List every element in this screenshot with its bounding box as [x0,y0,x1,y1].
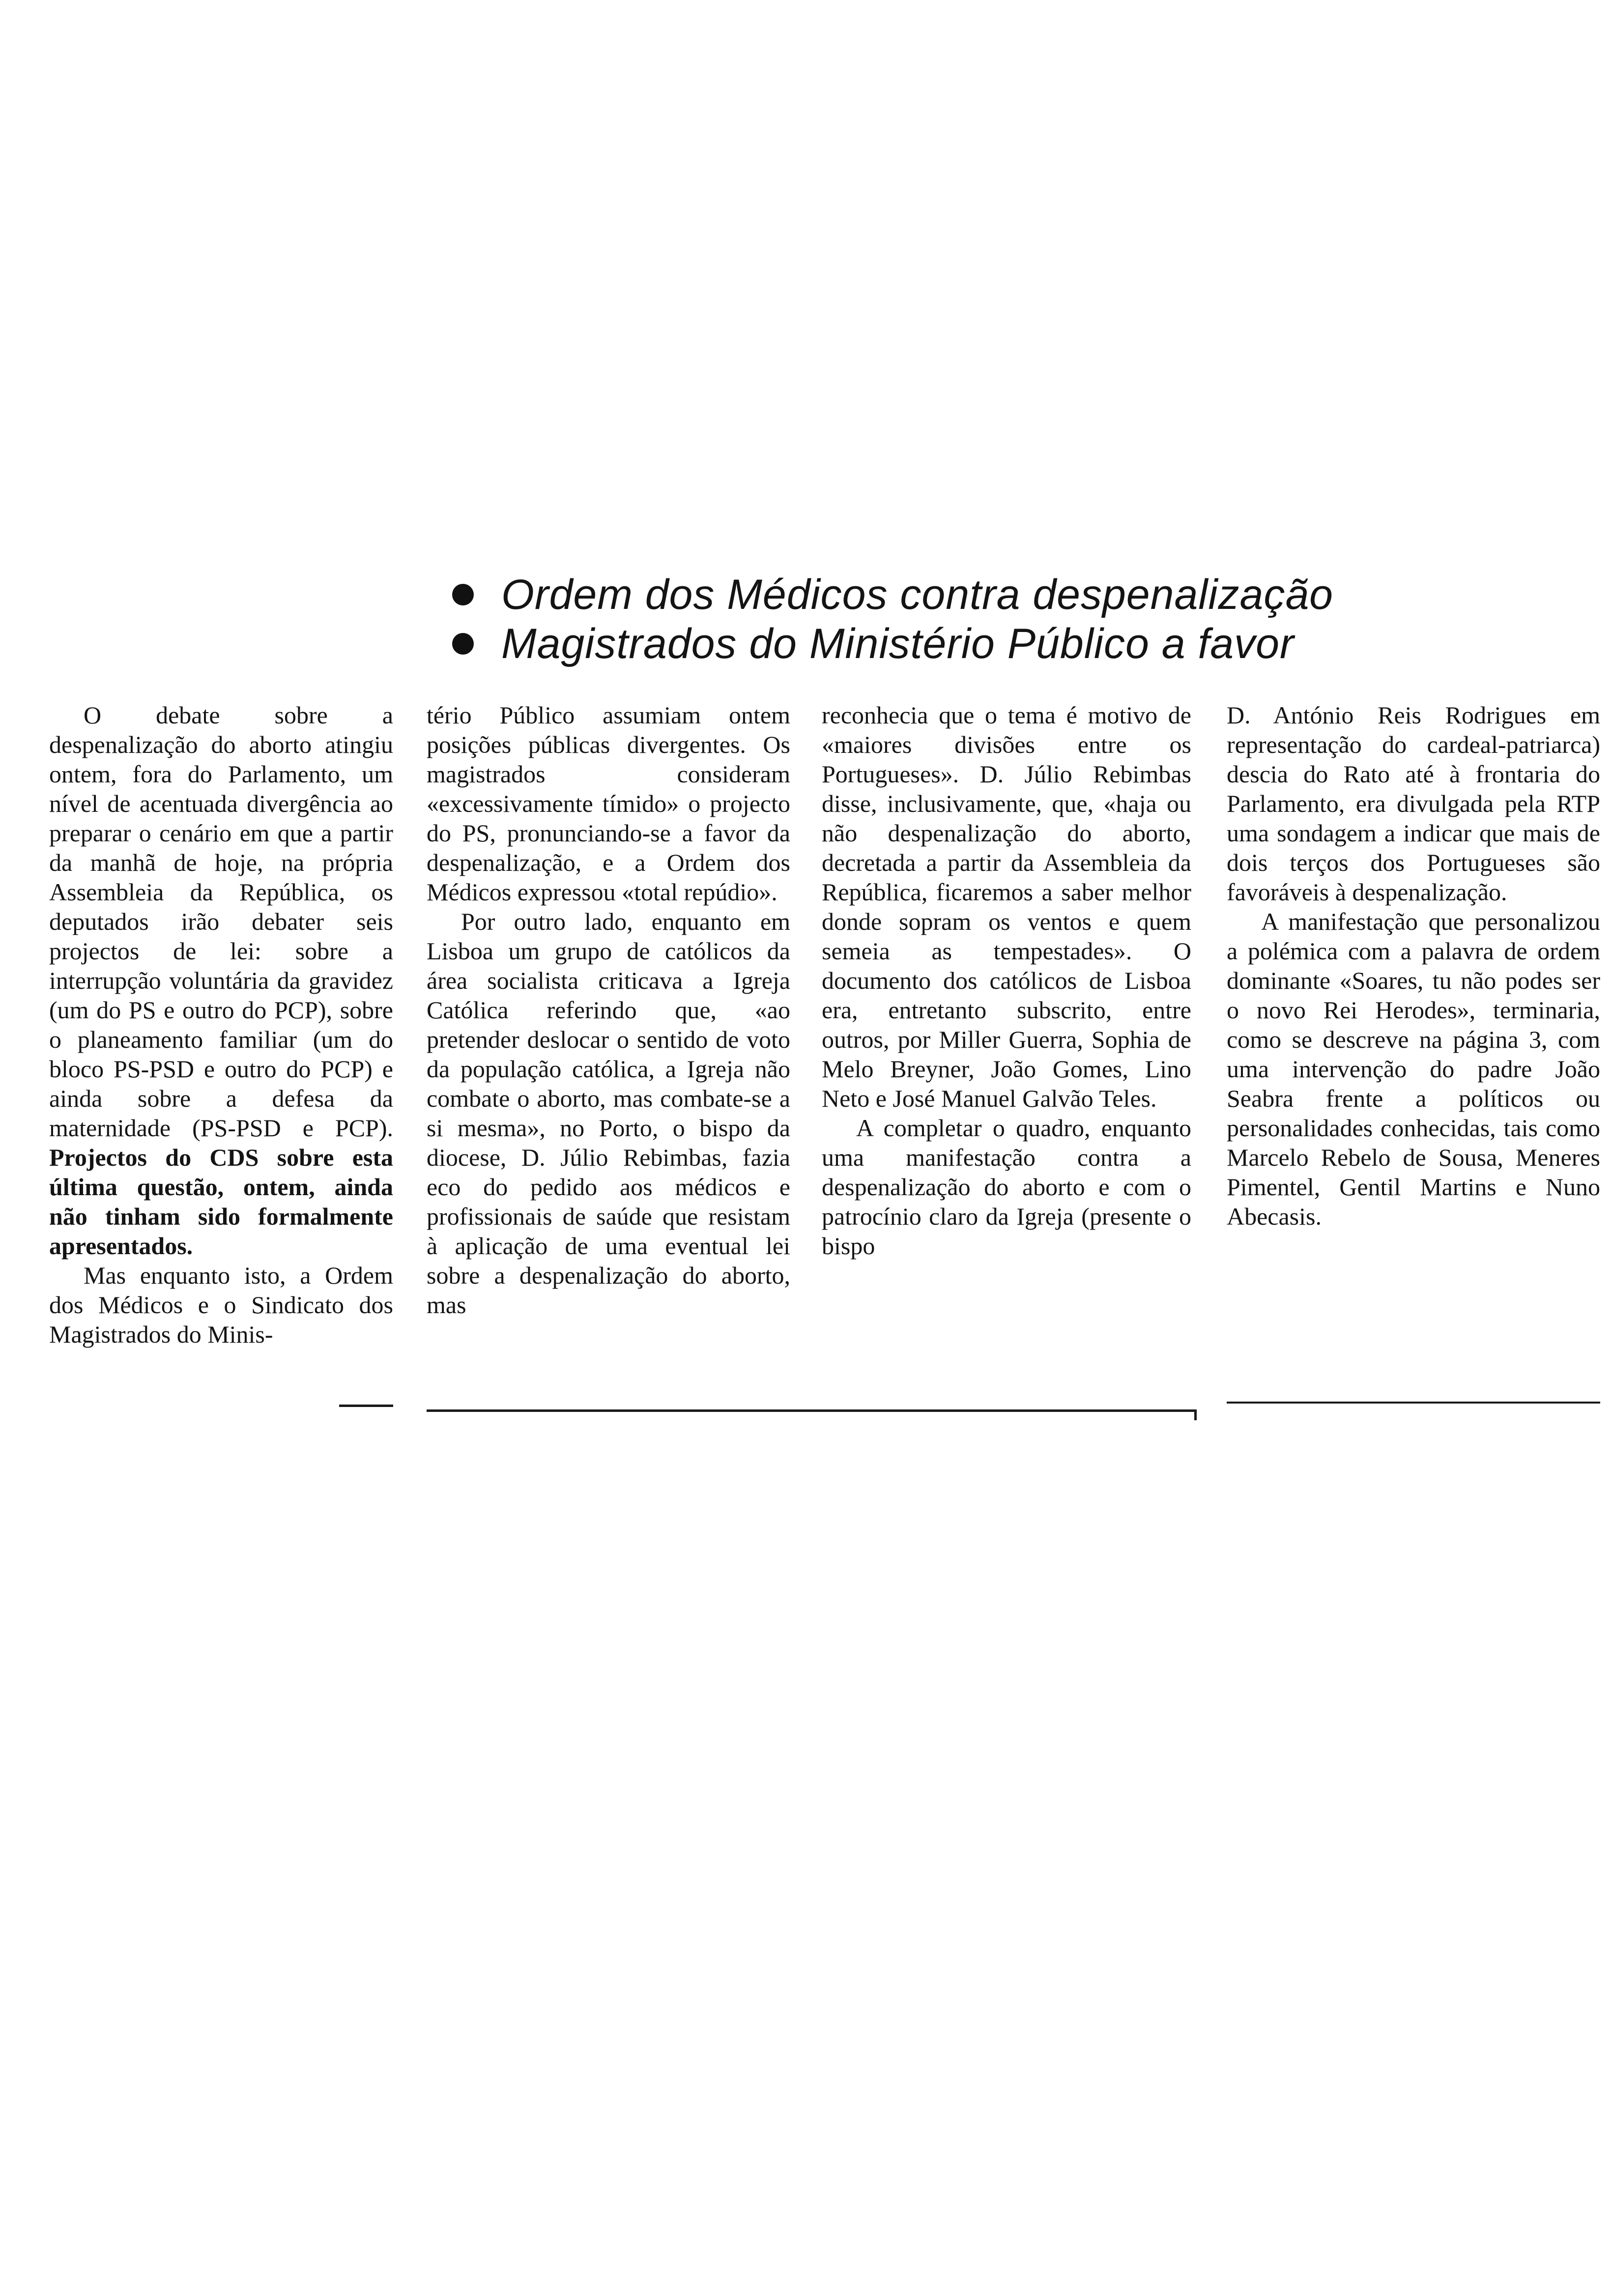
article-column-3 [822,700,1191,1261]
column-divider-rule [339,1405,393,1407]
paragraph-text: reconhecia que o tema é motivo de «maiores divisões entre os Portugueses». D. Júlio Rebimbas disse, inclusivamente, que, «haja ou não despenalização do aborto, decretada a partir da Assembleia da República, ficaremos a saber melhor donde sopram os ventos e quem semeia as tempestades». O documento dos católicos de Lisboa era, entretanto subscrito, entre outros, por Miller Guerra, Sophia de Melo Breyner, João Gomes, Lino Neto e José Manuel Galvão Teles. [822,701,1191,1112]
bullet-icon [452,584,474,605]
paragraph-text: O debate sobre a despenalização do aborto atingiu ontem, fora do Parlamento, um nível de acentuada divergência ao preparar o cenário em que a partir da manhã de hoje, na própria Assembleia da República, os deputados irão debater seis projectos de lei: sobre a interrupção voluntária da gravidez (um do PS e outro do PCP), sobre o planeamento familiar (um do bloco PS-PSD e outro do PCP) e ainda sobre a defesa da maternidade (PS-PSD e PCP). [49,701,393,1142]
article-paragraph [1227,907,1600,1231]
headline-text-1: Ordem dos Médicos contra despenalização [501,571,1333,618]
paragraph-text: Por outro lado, enquanto em Lisboa um grupo de católicos da área socialista criticava a Igreja Católica referindo que, «ao pretender deslocar o sentido de voto da população católica, a Igreja não combate o aborto, mas combate-se a si mesma», no Porto, o bispo da diocese, D. Júlio Rebimbas, fazia eco do pedido aos médicos e profissionais de saúde que resistam à aplicação de uma eventual lei sobre a despenalização do aborto, mas [427,908,790,1319]
headline-text-2: Magistrados do Ministério Público a favor [501,620,1295,667]
bullet-icon [452,633,474,655]
article-paragraph [1227,700,1600,907]
headline-line-1 [452,570,1533,619]
column-divider-rule [1227,1402,1600,1404]
paragraph-text: D. António Reis Rodrigues em representação do cardeal-patriarca) descia do Rato até à frontaria do Parlamento, era divulgada pela RTP uma sondagem a indicar que mais de dois terços dos Portugueses são favoráveis à despenalização. [1227,701,1600,906]
paragraph-bold-text: Projectos do CDS sobre esta última questão, ontem, ainda não tinham sido formalmente apresentados. [49,1144,393,1260]
paragraph-text: A manifestação que personalizou a polémica com a palavra de ordem dominante «Soares, tu não podes ser o novo Rei Herodes», terminaria, como se descreve na página 3, com uma intervenção do padre João Seabra frente a políticos ou personalidades conhecidas, tais como Marcelo Rebelo de Sousa, Meneres Pimentel, Gentil Martins e Nuno Abecasis. [1227,908,1600,1230]
article-paragraph [49,700,393,1261]
column-divider-rule [427,1409,1196,1412]
paragraph-text: A completar o quadro, enquanto uma manifestação contra a despenalização do aborto e com o patrocínio claro da Igreja (presente o bispo [822,1114,1191,1260]
paragraph-text: Mas enquanto isto, a Ordem dos Médicos e o Sindicato dos Magistrados do Minis- [49,1262,393,1348]
article-paragraph [822,700,1191,1113]
article-column-4 [1227,700,1600,1231]
headline [452,570,1533,668]
paragraph-text: tério Público assumiam ontem posições públicas divergentes. Os magistrados consideram «excessivamente tímido» o projecto do PS, pronunciando-se a favor da despenalização, e a Ordem dos Médicos expressou «total repúdio». [427,701,790,906]
headline-line-2 [452,619,1533,668]
article-column-2 [427,700,790,1320]
column-divider-tick [1194,1409,1197,1420]
article-paragraph [427,700,790,907]
article-paragraph [427,907,790,1320]
article-paragraph [822,1113,1191,1261]
article-paragraph [49,1261,393,1349]
article-column-1 [49,700,393,1349]
